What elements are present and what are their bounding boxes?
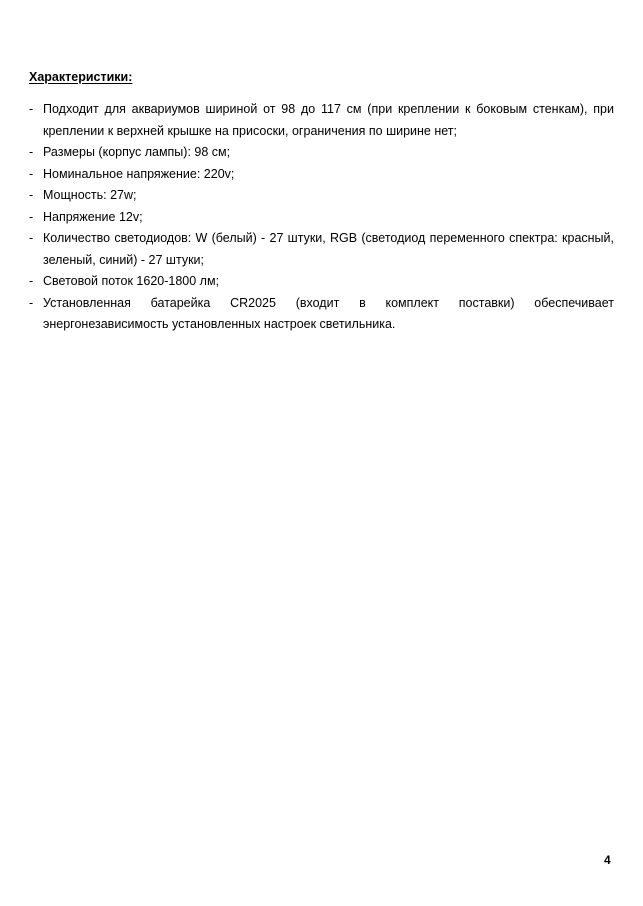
list-item-text: Мощность: 27w; [43,188,137,202]
list-item [29,271,614,293]
list-bullet: - [29,274,34,288]
list-item-text: Установленная батарейка CR2025 (входит в комплект поставки) обеспечивает энергонезависимость установленных настроек светильника. [43,295,614,331]
list-item [29,293,614,336]
list-bullet: - [29,188,34,202]
list-item-text: Напряжение 12v; [43,209,143,224]
page-number: 4 [604,853,611,867]
specifications-list [29,99,614,336]
list-item-text: Номинальное напряжение: 220v; [43,166,235,181]
list-item [29,228,614,271]
list-item [29,99,614,142]
list-bullet: - [29,209,34,224]
list-bullet: - [29,102,34,116]
list-item-text: Количество светодиодов: W (белый) - 27 штуки, RGB (светодиод переменного спектра: красный, зеленый, синий) - 27 штуки; [43,231,614,267]
list-item-text: Размеры (корпус лампы): 98 см; [43,145,231,159]
list-bullet: - [29,231,34,245]
list-item [29,164,614,186]
list-item-text: Подходит для аквариумов шириной от 98 до 117 см (при креплении к боковым стенкам), при креплении к верхней крышке на присоски, ограничения по ширине нет; [43,102,614,138]
section-heading: Характеристики: [29,70,133,84]
list-item [29,185,614,207]
list-bullet: - [29,166,34,181]
list-item [29,207,614,229]
list-item-text: Световой поток 1620-1800 лм; [43,274,220,288]
list-bullet: - [29,295,34,310]
list-bullet: - [29,145,34,159]
list-item [29,142,614,164]
